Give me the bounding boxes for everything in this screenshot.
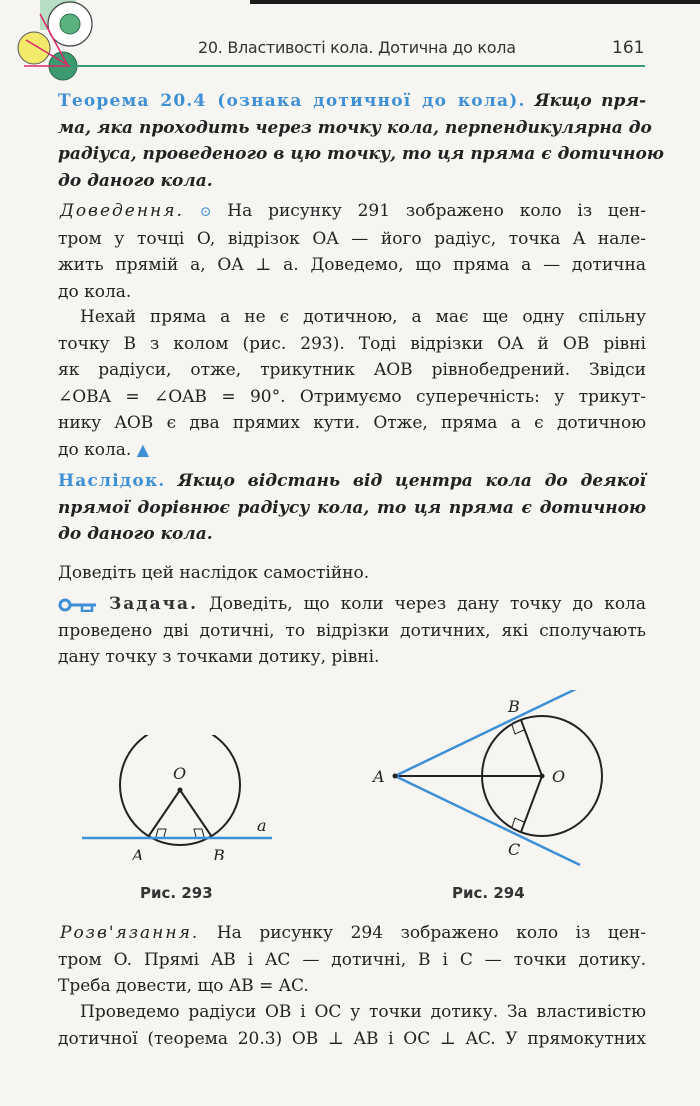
header-rule (70, 65, 645, 67)
exercise-text: Доведіть цей наслідок самостійно. (58, 563, 370, 583)
solution-continued-paragraph: Проведемо радіуси OB і OC у точки дотику. За властивістю дотичної (теорема 20.3) OB ⊥ AB і OC ⊥ AC. У прямокутних (58, 1002, 646, 1049)
theorem-label: Теорема 20.4 (ознака дотичної до кола). (58, 91, 526, 111)
key-icon (58, 598, 98, 612)
figure-294 (365, 690, 615, 875)
running-header-title: 20. Властивості кола. Дотична до кола (198, 38, 516, 57)
theorem-20-4: Теорема 20.4 (ознака дотичної до кола). Якщо пря- ма, яка проходить через точку кола, перпендикулярна до радіуса, проведеного в цю точку, то ця пряма є дотичною до даного кола. (58, 91, 664, 191)
fig293-label-O: O (173, 764, 187, 783)
figure-294-caption: Рис. 294 (452, 884, 525, 902)
proof-paragraph: Доведення. ⊙ На рисунку 291 зображено коло із цен- тром у точці O, відрізок OA — його радіус, точка A нале- жить прямій a, OA ⊥ a. Доведемо, що пряма a — дотична до кола. (58, 201, 647, 302)
fig294-label-O: O (552, 767, 566, 786)
fig293-label-A: A (132, 846, 144, 860)
fig293-label-a: a (257, 816, 267, 835)
task-label: Задача. (108, 594, 198, 614)
target-icon: ⊙ (199, 204, 212, 220)
chapter-logo-icon (0, 0, 100, 90)
fig294-label-C: C (508, 840, 521, 859)
corollary-label: Наслідок. (58, 471, 166, 491)
fig293-label-B: B (213, 846, 225, 860)
end-of-proof-icon: ▲ (136, 439, 150, 459)
fig294-label-A: A (373, 767, 385, 786)
figure-293-caption: Рис. 293 (140, 884, 213, 902)
proof-label: Доведення. (60, 201, 184, 221)
solution-label: Розв'язання. (60, 923, 200, 943)
figure-293 (80, 735, 280, 860)
solution-paragraph: Розв'язання. На рисунку 294 зображено коло із цен- тром O. Прямі AB і AC — дотичні, B і C — точки дотику. Треба довести, що AB = AC. (58, 923, 646, 996)
corollary-paragraph: Наслідок. Якщо відстань від центра кола до деякої прямої дорівнює радіусу кола, то ця пряма є дотичною до даного кола. (58, 471, 646, 544)
fig294-label-B: B (508, 697, 520, 716)
page-number: 161 (612, 38, 645, 58)
proof-continued-paragraph: Нехай пряма a не є дотичною, а має ще одну спільну точку B з колом (рис. 293). Тоді відрізки OA й OB рівні як радіуси, отже, трикутник AOB рівнобедрений. Звідси ∠OBA = ∠OAB = 90°. Отримуємо суперечність: у трикут- нику AOB є два прямих кути. Отже, пряма a є дотичною до кола. ▲ (58, 307, 646, 460)
page-top-edge (250, 0, 700, 4)
task-paragraph: Задача. Доведіть, що коли через дану точку до кола проведено дві дотичні, то відрізки дотичних, які сполучають дану точку з точками дотику, рівні. (58, 594, 646, 667)
